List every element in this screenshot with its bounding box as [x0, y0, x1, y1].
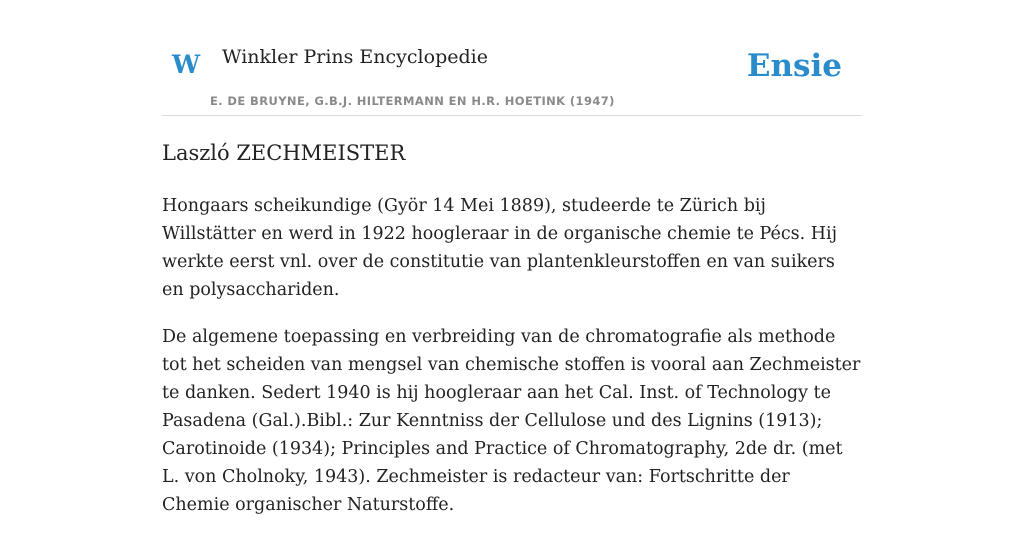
header [162, 0, 862, 116]
encyclopedia-authors: E. DE BRUYNE, G.B.J. HILTERMANN EN H.R. HOETINK (1947) [210, 94, 615, 108]
encyclopedia-title[interactable]: Winkler Prins Encyclopedie [222, 46, 488, 68]
article-title: Laszló ZECHMEISTER [162, 141, 406, 165]
article-paragraph: De algemene toepassing en verbreiding van de chromatografie als methode tot het scheiden van mengsel van chemische stoffen is vooral aan Zechmeister te danken. Sedert 1940 is hij hoogleraar aan het Cal. Inst. of Technology te Pasadena (Gal.).Bibl.: Zur Kenntniss der Cellulose und des Lignins (1913); Carotinoide (1934); Principles and Practice of Chromatography, 2de dr. (met L. von Cholnoky, 1943). Zechmeister is redacteur van: Fortschritte der Chemie organischer Naturstoffe. [162, 327, 861, 515]
ensie-logo[interactable]: Ensie [746, 48, 842, 84]
winkler-prins-logo[interactable]: W [172, 50, 201, 79]
page-container [162, 0, 862, 515]
article-paragraph: Hongaars scheikundige (Györ 14 Mei 1889), studeerde te Zürich bij Willstätter en werd in 1922 hoogleraar in de organische chemie te Pécs. Hij werkte eerst vnl. over de constitutie van plantenkleurstoffen en van suikers en polysacchariden. [162, 196, 838, 300]
article-body [162, 192, 862, 538]
